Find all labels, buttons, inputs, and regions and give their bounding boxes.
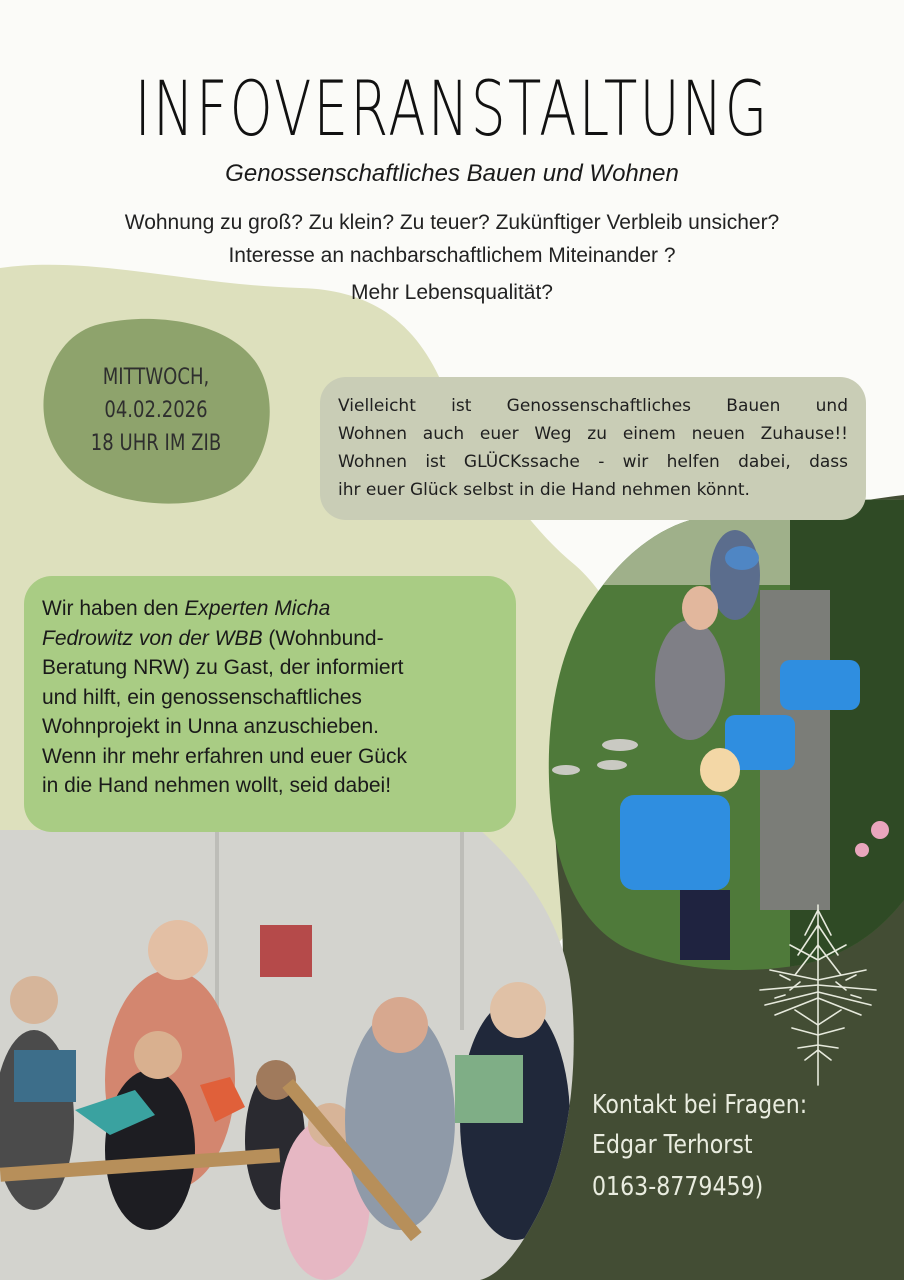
- expert-line: Wohnprojekt in Unna anzuschieben.: [42, 715, 379, 738]
- contact-heading: Kontakt bei Fragen:: [592, 1090, 808, 1120]
- info-line: Wohnen auch euer Weg zu einem neuen Zuhause!!: [338, 424, 848, 444]
- event-time-location: 18 UHR IM ZIB: [90, 431, 222, 456]
- info-line: ihr euer Glück selbst in die Hand nehmen könnt.: [338, 480, 750, 500]
- question-line: Interesse an nachbarschaftlichem Miteinander ?: [228, 244, 676, 267]
- expert-name: Experten Micha: [184, 597, 331, 620]
- event-date: 04.02.2026: [104, 398, 208, 423]
- info-line: Wohnen ist GLÜCKssache - wir helfen dabei, dass: [338, 452, 848, 472]
- page-title: INFOVERANSTALTUNG: [134, 64, 770, 153]
- page-subtitle: Genossenschaftliches Bauen und Wohnen: [225, 160, 679, 187]
- contact-name: Edgar Terhorst: [592, 1130, 753, 1160]
- expert-name: Fedrowitz von der WBB: [42, 626, 263, 650]
- expert-line: und hilft, ein genossenschaftliches: [42, 685, 362, 709]
- info-line: Vielleicht ist Genossenschaftliches Bauen und: [338, 396, 848, 416]
- expert-text: (Wohnbund-: [262, 626, 384, 650]
- contact-phone: 0163-8779459): [592, 1172, 764, 1202]
- expert-line: Beratung NRW) zu Gast, der informiert: [42, 656, 404, 679]
- question-line: Mehr Lebensqualität?: [351, 281, 553, 304]
- expert-text: Wir haben den: [42, 597, 185, 620]
- event-weekday: MITTWOCH,: [102, 365, 210, 390]
- expert-line: in die Hand nehmen wollt, seid dabei!: [42, 774, 392, 797]
- expert-line: Wenn ihr mehr erfahren und euer Gück: [42, 744, 407, 768]
- question-line: Wohnung zu groß? Zu klein? Zu teuer? Zukünftiger Verbleib unsicher?: [124, 211, 780, 234]
